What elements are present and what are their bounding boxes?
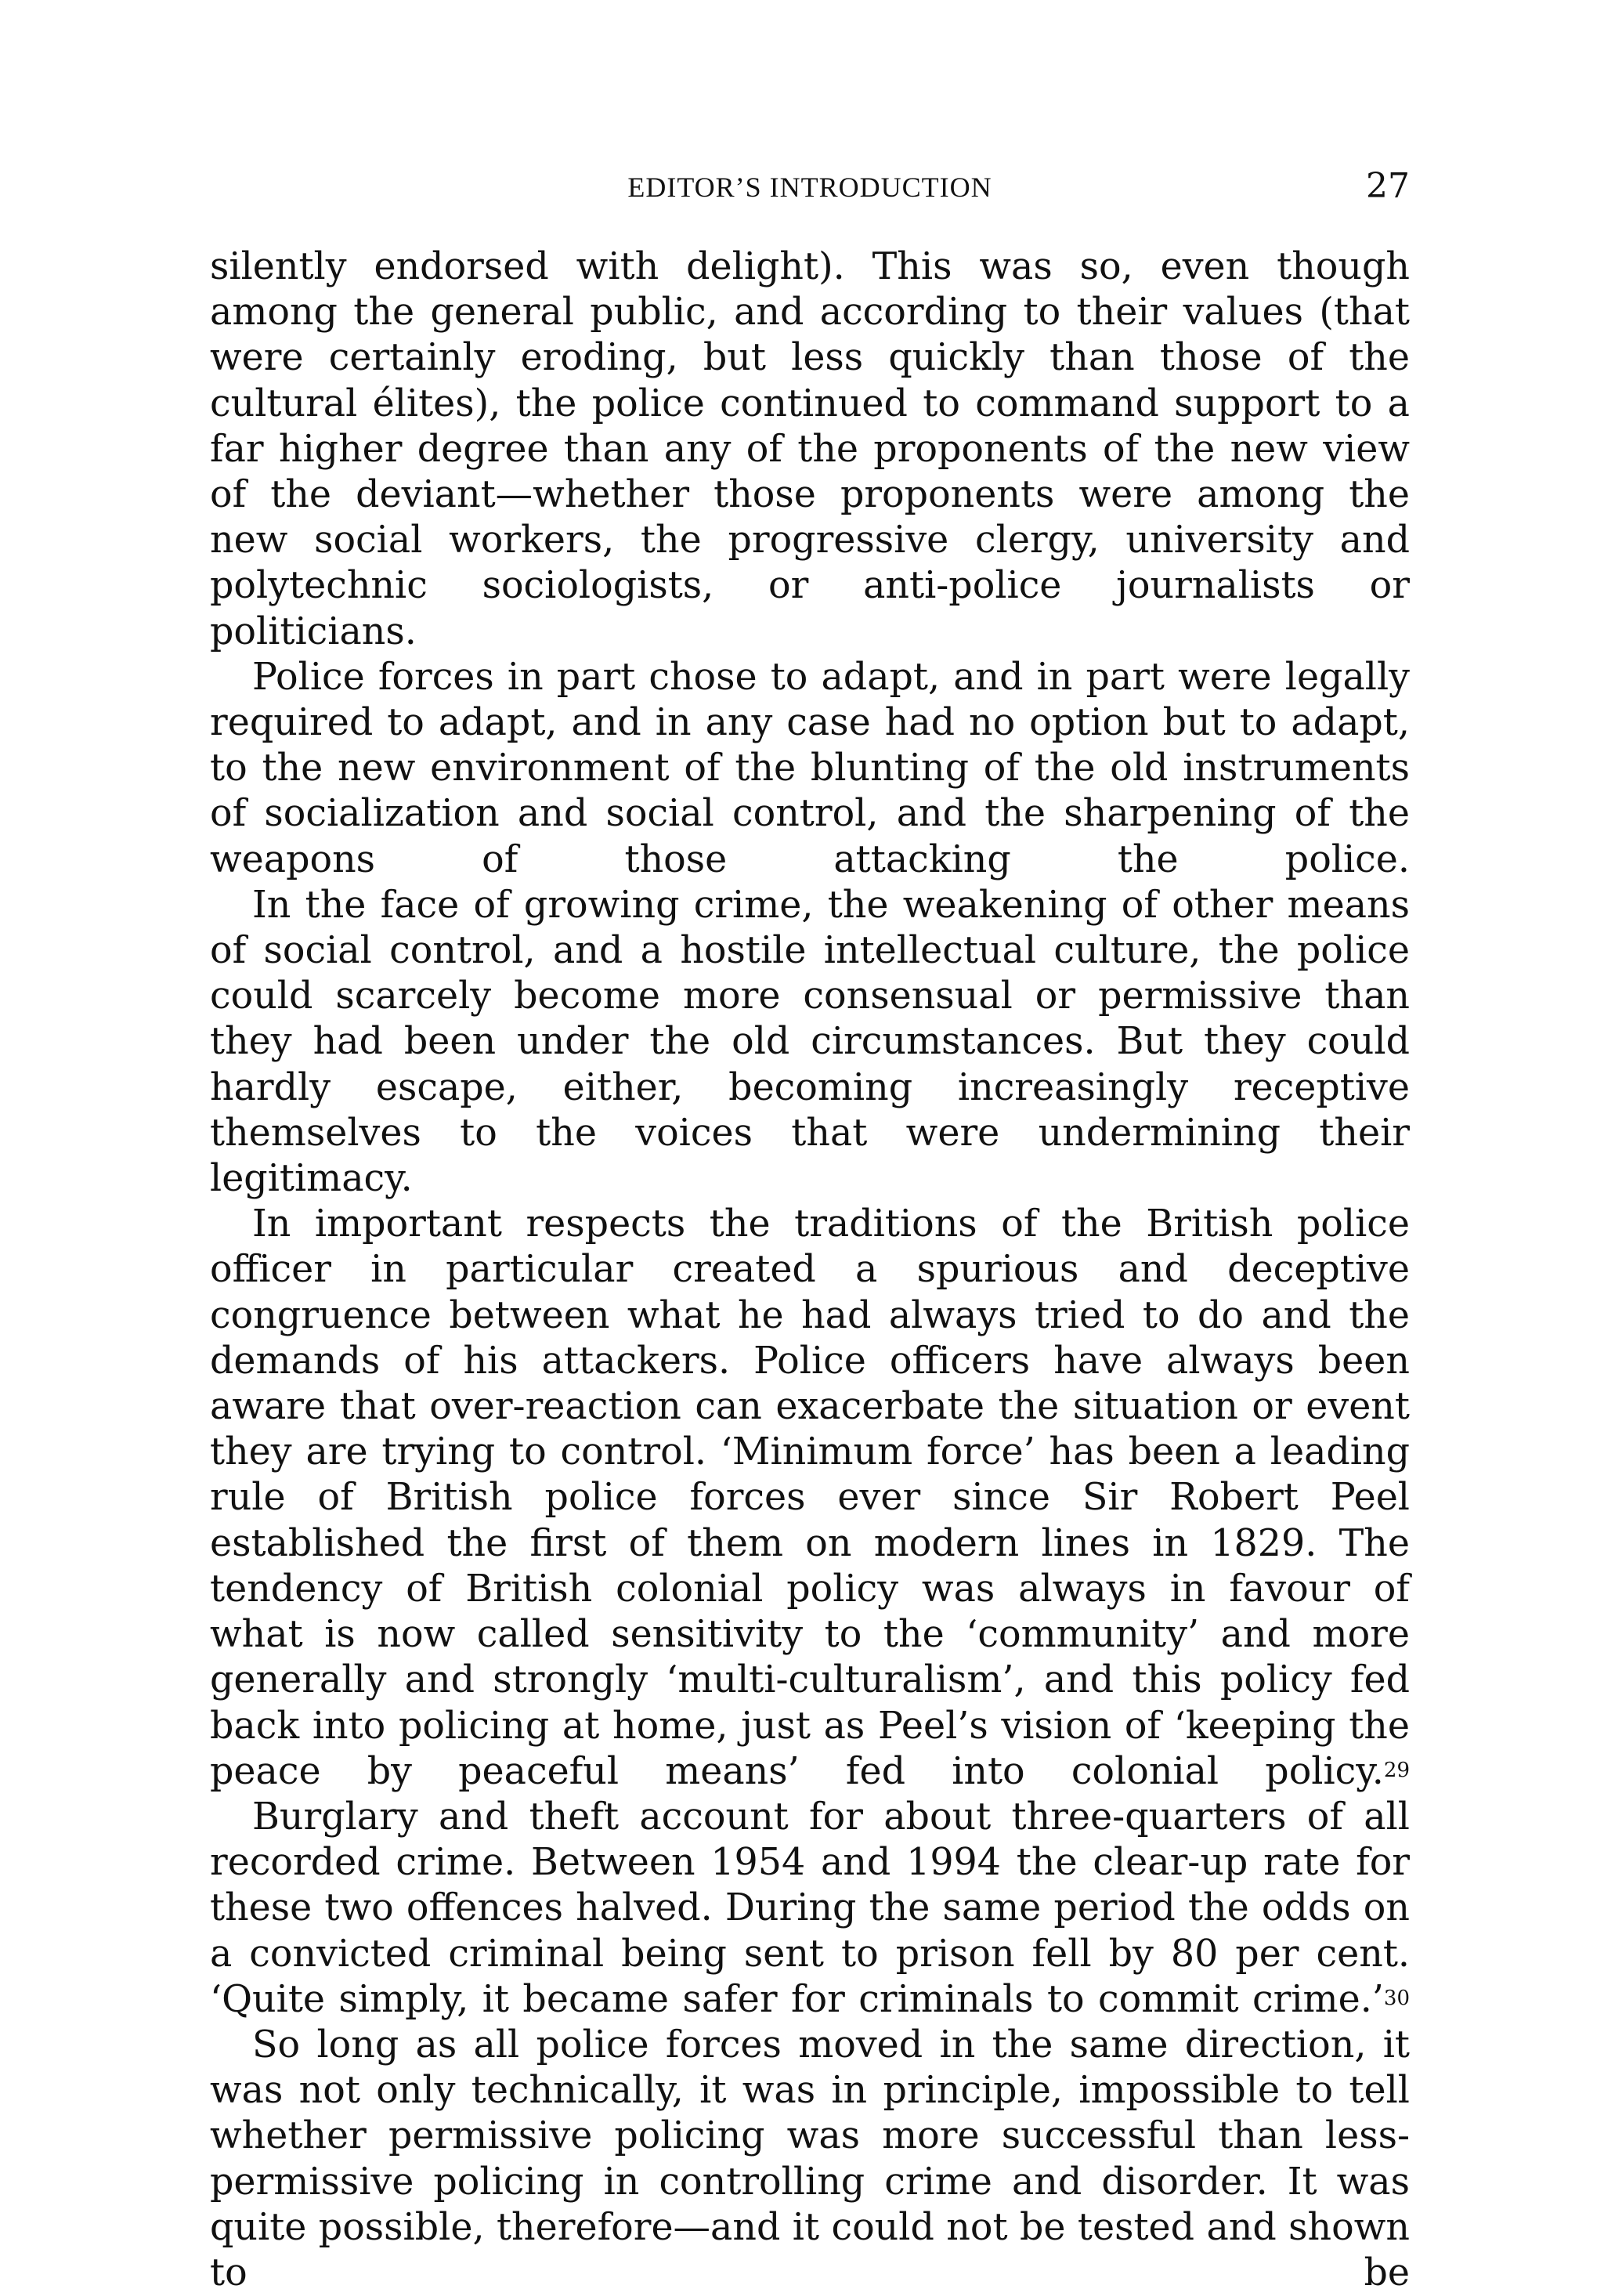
paragraph-5 xyxy=(210,1795,1410,2023)
paragraph-3-text: In the face of growing crime, the weakening of other means of social control, and a hostile intellectual culture, the police could scarcely become more consensual or permissive than they had been under the old circumstances. But they could hardly escape, either, becoming increasingly receptive themselves to the voices that were undermining their legitimacy. xyxy=(210,883,1410,1201)
paragraph-4 xyxy=(210,1202,1410,1795)
body-text xyxy=(210,244,1410,2296)
paragraph-2-text: Police forces in part chose to adapt, and in part were legally required to adapt, and in any case had no option but to adapt, to the new environment of the blunting of the old instruments of socialization and social control, and the sharpening of the weapons of those attacking the police. xyxy=(210,655,1410,881)
footnote-marker-29[interactable]: 29 xyxy=(1383,1758,1410,1782)
paragraph-3 xyxy=(210,883,1410,1202)
paragraph-4-text: In important respects the traditions of the British police officer in particular created a spurious and deceptive congruence between what he had always tried to do and the demands of his attackers. Police officers have always been aware that over-reaction can exacerbate the situation or event they are trying to control. ‘Minimum force’ has been a leading rule of British police forces ever since Sir Robert Peel established the first of them on modern lines in 1829. The tendency of British colonial policy was always in favour of what is now called sensitivity to the ‘community’ and more generally and strongly ‘multi-culturalism’, and this policy fed back into policing at home, just as Peel’s vision of ‘keeping the peace by peaceful means’ fed into colonial policy. xyxy=(210,1202,1410,1793)
running-title: EDITOR’S INTRODUCTION xyxy=(627,172,992,203)
paragraph-6 xyxy=(210,2023,1410,2296)
page-number: 27 xyxy=(1366,166,1410,206)
paragraph-2 xyxy=(210,655,1410,883)
paragraph-1 xyxy=(210,244,1410,655)
footnote-marker-30[interactable]: 30 xyxy=(1383,1986,1410,2010)
paragraph-1-text: silently endorsed with delight). This was so, even though among the general public, and according to their values (that were certainly eroding, but less quickly than those of the cultural élites), the police continued to command support to a far higher degree than any of the proponents of the new view of the deviant—whether those proponents were among the new social workers, the progressive clergy, university and polytechnic sociologists, or anti-police journalists or politicians. xyxy=(210,245,1410,653)
paragraph-5-text: Burglary and theft account for about three-quarters of all recorded crime. Between 1954 and 1994 the clear-up rate for these two offences halved. During the same period the odds on a convicted criminal being sent to prison fell by 80 per cent. ‘Quite simply, it became safer for criminals to commit crime.’ xyxy=(210,1795,1410,2021)
paragraph-6-text: So long as all police forces moved in the same direction, it was not only technically, it was in principle, impossible to tell whether permissive policing was more successful than less-permissive policing in controlling crime and disorder. It was quite possible, therefore—and it could not be tested and shown to be xyxy=(210,2023,1410,2294)
running-head xyxy=(210,166,1410,210)
